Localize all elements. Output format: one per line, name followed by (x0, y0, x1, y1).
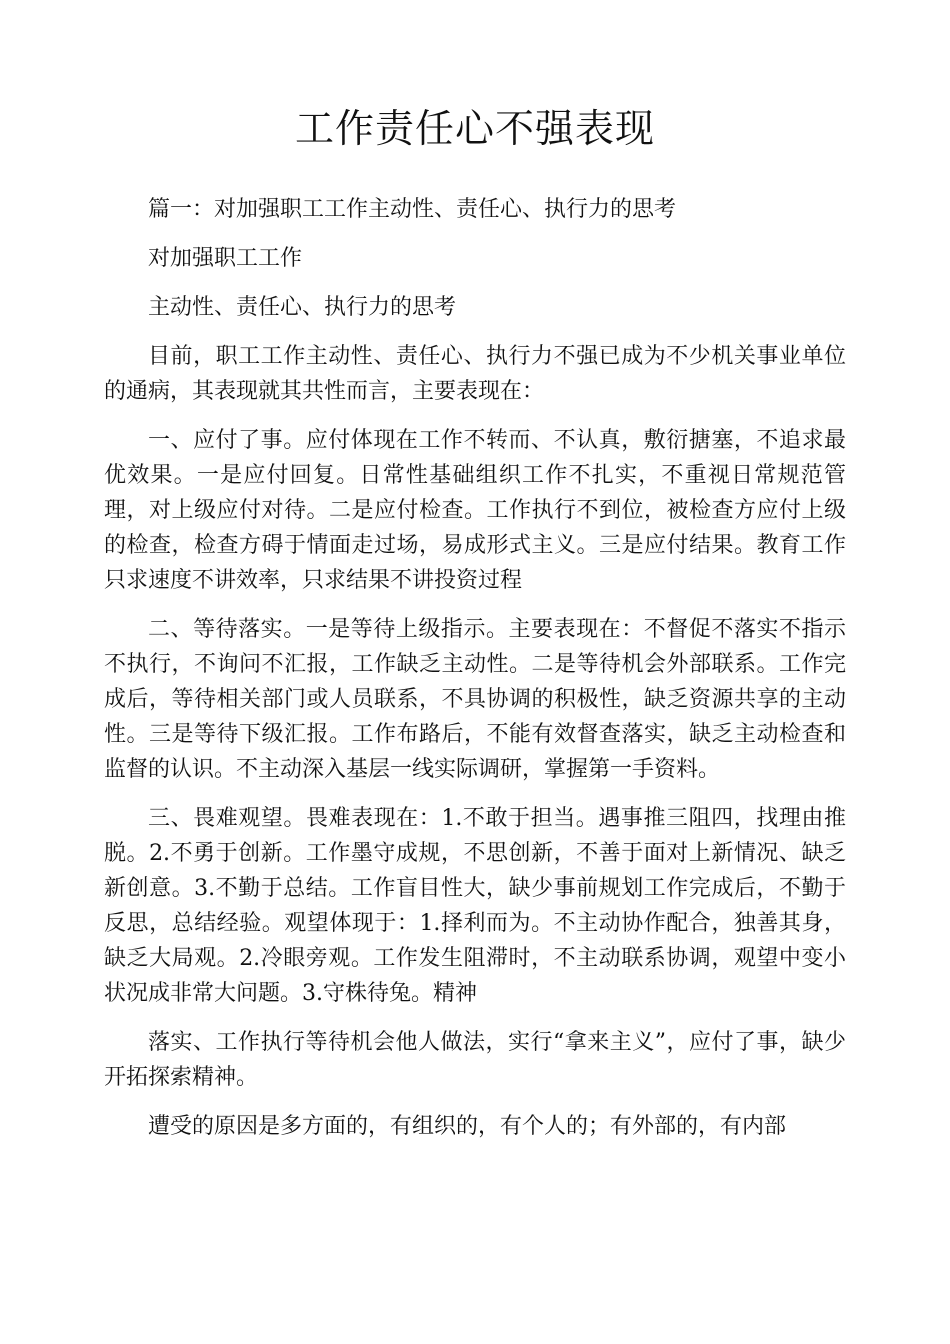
paragraph-5: 一、应付了事。应付体现在工作不转而、不认真，敷衍搪塞，不追求最优效果。一是应付回复。日常性基础组织工作不扎实，不重视日常规范管理，对上级应付对待。二是应付检查。工作执行不到位，被检查方应付上级的检查，检查方碍于情面走过场，易成形式主义。三是应付结果。教育工作只求速度不讲效率，只求结果不讲投资过程 (104, 428, 846, 593)
paragraph-4: 目前，职工工作主动性、责任心、执行力不强已成为不少机关事业单位的通病，其表现就其共性而言，主要表现在： (104, 344, 846, 404)
paragraph-9: 遭受的原因是多方面的，有组织的，有个人的；有外部的，有内部 (148, 1114, 787, 1139)
paragraph-7: 三、畏难观望。畏难表现在：1.不敢于担当。遇事推三阻四，找理由推脱。2.不勇于创新。工作墨守成规，不思创新，不善于面对上新情况、缺乏新创意。3.不勤于总结。工作盲目性大，缺少事前规划工作完成后，不勤于反思，总结经验。观望体现于：1.择利而为。不主动协作配合，独善其身，缺乏大局观。2.冷眼旁观。工作发生阻滞时，不主动联系协调，观望中变小状况成非常大问题。3.守株待兔。精神 (104, 806, 846, 1006)
paragraph-6: 二、等待落实。一是等待上级指示。主要表现在：不督促不落实不指示不执行，不询问不汇报，工作缺乏主动性。二是等待机会外部联系。工作完成后，等待相关部门或人员联系，不具协调的积极性，缺乏资源共享的主动性。三是等待下级汇报。工作布路后，不能有效督查落实，缺乏主动检查和监督的认识。不主动深入基层一线实际调研，掌握第一手资料。 (104, 617, 846, 782)
paragraph-3: 主动性、责任心、执行力的思考 (148, 295, 457, 320)
paragraph-1: 篇一：对加强职工工作主动性、责任心、执行力的思考 (148, 197, 677, 222)
document-title: 工作责任心不强表现 (294, 107, 655, 152)
paragraph-2: 对加强职工工作 (148, 246, 303, 271)
paragraph-8: 落实、工作执行等待机会他人做法，实行“拿来主义”，应付了事，缺少开拓探索精神。 (104, 1030, 846, 1090)
